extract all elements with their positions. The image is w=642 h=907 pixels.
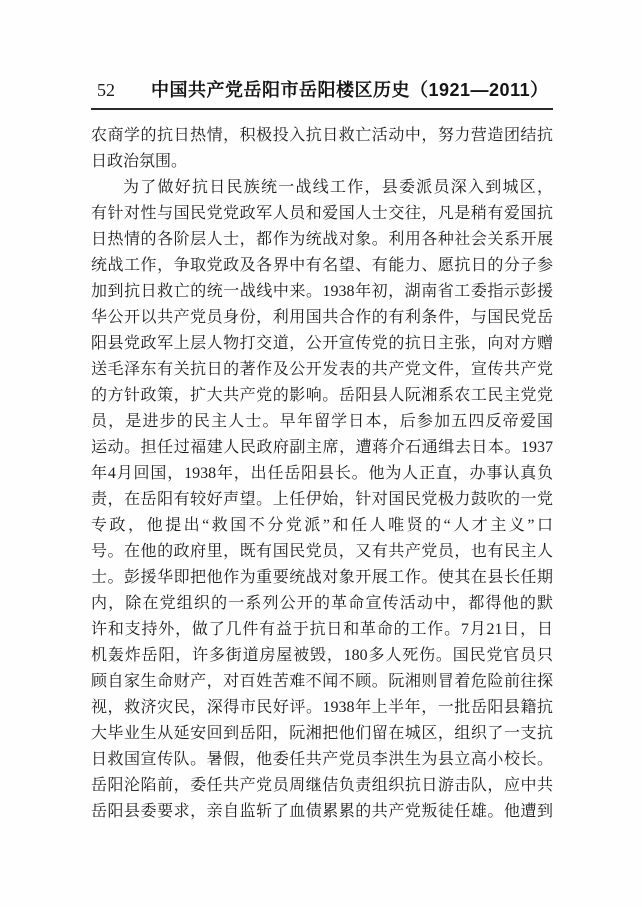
text-line: 大毕业生从延安回到岳阳，阮湘把他们留在城区，组织了一支抗 — [91, 725, 553, 742]
text-line: 加到抗日救亡的统一战线中来。1938年初，湖南省工委指示彭援 — [91, 283, 553, 300]
text-line: 统战工作，争取党政及各界中有名望、有能力、愿抗日的分子参 — [91, 257, 553, 274]
text-line: 有针对性与国民党党政军人员和爱国人士交往，凡是稍有爱国抗 — [91, 205, 553, 222]
text-line: 员，是进步的民主人士。早年留学日本，后参加五四反帝爱国 — [91, 413, 553, 430]
text-line: 日热情的各阶层人士，都作为统战对象。利用各种社会关系开展 — [91, 231, 553, 248]
text-line: 年4月回国，1938年，出任岳阳县长。他为人正直，办事认真负 — [91, 465, 553, 482]
text-line: 农商学的抗日热情，积极投入抗日救亡活动中，努力营造团结抗 — [91, 127, 553, 144]
text-line: 运动。担任过福建人民政府副主席，遭蒋介石通缉去日本。1937 — [91, 439, 553, 456]
text-line: 为了做好抗日民族统一战线工作，县委派员深入到城区， — [123, 179, 553, 196]
text-line: 阳县党政军上层人物打交道，公开宣传党的抗日主张，向对方赠 — [91, 335, 553, 352]
page-body — [91, 123, 553, 825]
text-line: 岳阳沦陷前，委任共产党员周继佶负责组织抗日游击队，应中共 — [91, 777, 553, 794]
text-line: 士。彭援华即把他作为重要统战对象开展工作。使其在县长任期 — [91, 569, 553, 586]
text-line: 专政，他提出“救国不分党派”和任人唯贤的“人才主义”口 — [91, 517, 553, 534]
text-line: 内，除在党组织的一系列公开的革命宣传活动中，都得他的默 — [91, 595, 553, 612]
text-line: 顾自家生命财产，对百姓苦难不闻不顾。阮湘则冒着危险前往探 — [91, 673, 553, 690]
running-head-title: 中国共产党岳阳市岳阳楼区历史（1921—2011） — [151, 80, 549, 100]
page-number: 52 — [97, 80, 115, 100]
text-line: 号。在他的政府里，既有国民党员，又有共产党员，也有民主人 — [91, 543, 553, 560]
text-line: 责，在岳阳有较好声望。上任伊始，针对国民党极力鼓吹的一党 — [91, 491, 553, 508]
text-line: 日政治氛围。 — [91, 153, 188, 170]
page-header — [91, 78, 553, 102]
text-line: 送毛泽东有关抗日的著作及公开发表的共产党文件，宣传共产党 — [91, 361, 553, 378]
text-line: 华公开以共产党员身份，利用国共合作的有利条件，与国民党岳 — [91, 309, 553, 326]
text-line: 许和支持外，做了几件有益于抗日和革命的工作。7月21日，日 — [91, 621, 553, 638]
text-line: 视，救济灾民，深得市民好评。1938年上半年，一批岳阳县籍抗 — [91, 699, 553, 716]
text-line: 日救国宣传队。暑假，他委任共产党员李洪生为县立高小校长。 — [91, 751, 553, 768]
text-line: 岳阳县委要求，亲自监斩了血债累累的共产党叛徒任雄。他遭到 — [91, 803, 553, 820]
header-rule — [91, 108, 553, 110]
text-line: 机轰炸岳阳，许多街道房屋被毁，180多人死伤。国民党官员只 — [91, 647, 553, 664]
text-line: 的方针政策，扩大共产党的影响。岳阳县人阮湘系农工民主党党 — [91, 387, 553, 404]
